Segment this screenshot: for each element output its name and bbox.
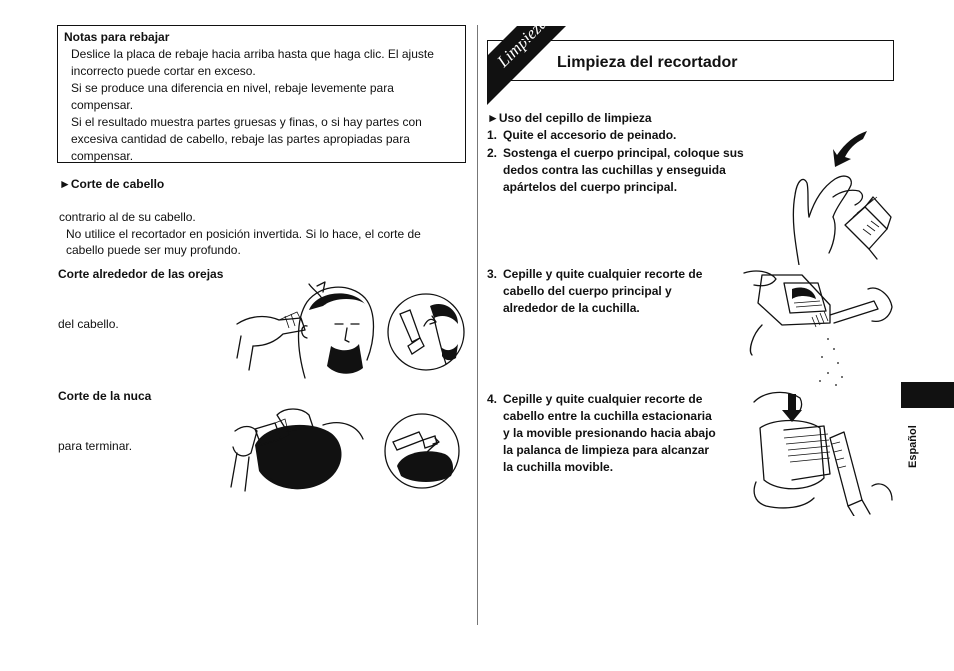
cleaning-lever-illustration <box>744 388 894 516</box>
language-label: Español <box>907 425 919 468</box>
step-line: Cepille y quite cualquier recorte de <box>503 392 703 406</box>
nape-detail-illustration <box>383 412 461 490</box>
notes-line: Si se produce una diferencia en nivel, rebaje levemente para <box>71 81 394 96</box>
step-line: dedos contra las cuchillas y enseguida <box>503 163 726 178</box>
step-line: Quite el accesorio de peinado. <box>503 128 677 142</box>
haircut-heading-text: Corte de cabello <box>70 177 165 191</box>
ears-heading: Corte alrededor de las orejas <box>58 267 224 281</box>
language-tab <box>901 382 954 408</box>
haircut-text-line: No utilice el recortador en posición invertida. Si lo hace, el corte de <box>66 227 421 241</box>
trimming-notes-box <box>57 25 466 163</box>
step-line: cabello entre la cuchilla estacionaria <box>503 409 712 424</box>
ear-detail-illustration <box>386 292 466 372</box>
section-tab-label: Limpieza <box>493 13 551 71</box>
nape-trimming-illustration <box>215 405 365 497</box>
brushing-body-illustration <box>742 265 894 390</box>
cleaning-step <box>487 266 702 317</box>
brush-heading-text: Uso del cepillo de limpieza <box>498 111 652 125</box>
step-number: 3. <box>487 267 498 281</box>
nape-heading: Corte de la nuca <box>58 389 152 403</box>
fingers-on-blade-illustration <box>775 125 895 265</box>
nape-text: para terminar. <box>58 439 133 453</box>
haircut-text-line: cabello puede ser muy profundo. <box>66 243 241 257</box>
notes-line: Deslice la placa de rebaje hacia arriba hasta que haga clic. El ajuste <box>71 47 434 62</box>
step-line: alrededor de la cuchilla. <box>503 301 640 316</box>
step-line: la palanca de limpieza para alcanzar <box>503 443 710 458</box>
step-line: Sostenga el cuerpo principal, coloque sus <box>503 146 744 160</box>
notes-line: Si el resultado muestra partes gruesas y finas, o si hay partes con <box>71 115 422 130</box>
notes-line: compensar. <box>71 98 134 113</box>
section-header-box <box>487 40 894 81</box>
notes-line: compensar. <box>71 149 134 164</box>
step-line: cabello del cuerpo principal y <box>503 284 672 299</box>
haircut-text-line: contrario al de su cabello. <box>59 210 196 224</box>
arrow-marker-icon: ► <box>487 111 499 125</box>
step-number: 2. <box>487 146 498 160</box>
cleaning-step <box>487 127 676 144</box>
ears-text: del cabello. <box>58 317 119 331</box>
step-line: apártelos del cuerpo principal. <box>503 180 678 195</box>
cleaning-step <box>487 145 744 196</box>
column-divider <box>477 25 478 625</box>
notes-line: incorrecto puede cortar en exceso. <box>71 64 256 79</box>
ear-trimming-illustration <box>235 280 380 380</box>
arrow-marker-icon: ► <box>59 177 71 191</box>
haircut-heading <box>59 176 164 193</box>
step-number: 4. <box>487 392 498 406</box>
section-title: Limpieza del recortador <box>557 54 738 71</box>
step-line: y la movible presionando hacia abajo <box>503 426 716 441</box>
step-line: la cuchilla movible. <box>503 460 614 475</box>
cleaning-step <box>487 391 716 476</box>
step-number: 1. <box>487 128 498 142</box>
notes-line: excesiva cantidad de cabello, rebaje las partes apropiadas para <box>71 132 410 147</box>
brush-usage-heading <box>487 110 652 127</box>
notes-title: Notas para rebajar <box>64 30 170 44</box>
step-line: Cepille y quite cualquier recorte de <box>503 267 703 281</box>
